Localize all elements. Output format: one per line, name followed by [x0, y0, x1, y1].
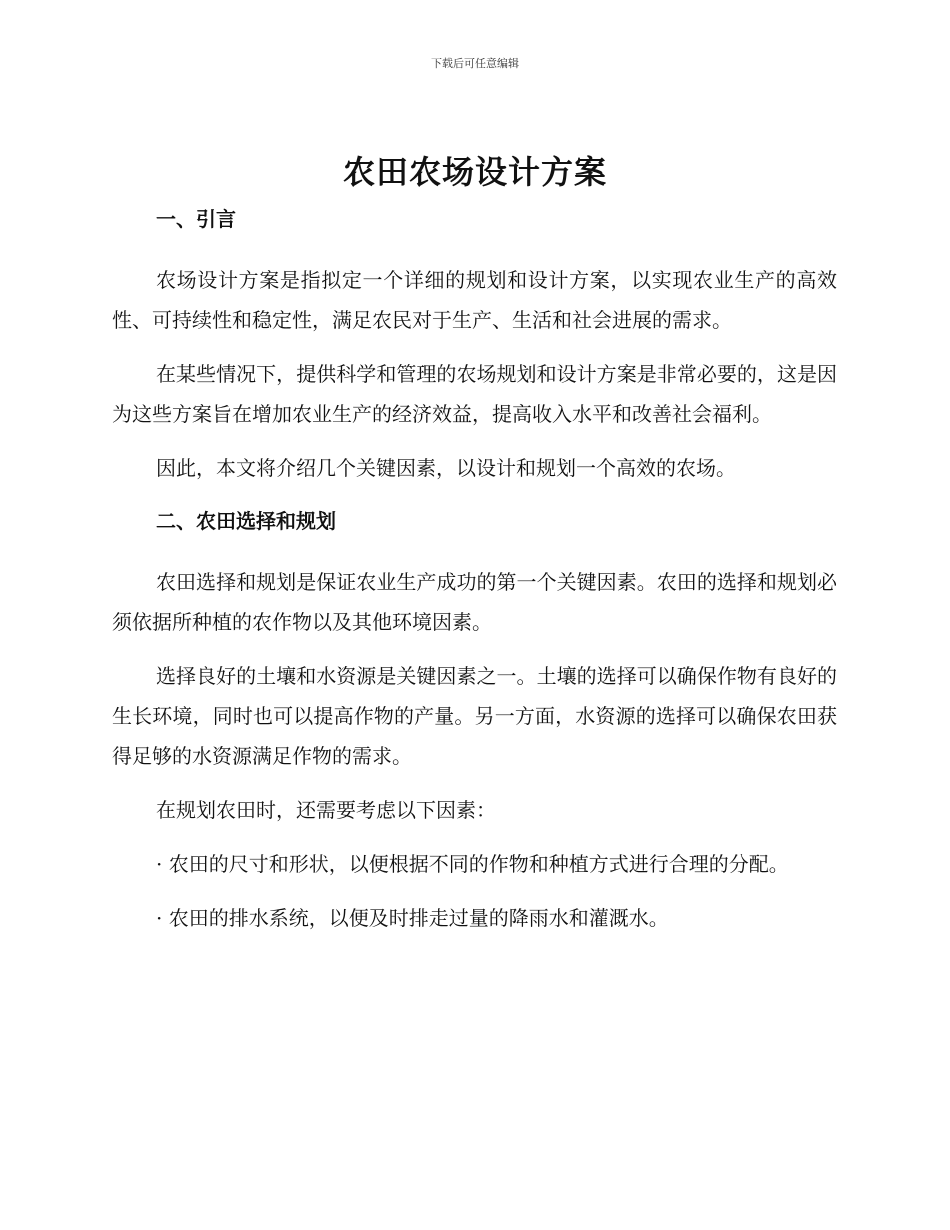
document-body — [112, 200, 837, 938]
bullet-item: · 农田的尺寸和形状，以便根据不同的作物和种植方式进行合理的分配。 — [156, 852, 789, 876]
paragraph: 在规划农田时，还需要考虑以下因素： — [156, 798, 496, 822]
paragraph: 农田选择和规划是保证农业生产成功的第一个关键因素。农田的选择和规划必须依据所种植的农作物以及其他环境因素。 — [112, 570, 837, 634]
section-heading-introduction: 一、引言 — [156, 207, 236, 231]
document-title: 农田农场设计方案 — [342, 153, 607, 191]
paragraph: 因此，本文将介绍几个关键因素，以设计和规划一个高效的农场。 — [156, 456, 736, 480]
paragraph: 选择良好的土壤和水资源是关键因素之一。土壤的选择可以确保作物有良好的生长环境，同时也可以提高作物的产量。另一方面，水资源的选择可以确保农田获得足够的水资源满足作物的需求。 — [112, 664, 837, 768]
header-note: 下载后可任意编辑 — [431, 57, 519, 70]
section-heading-farmland-planning: 二、农田选择和规划 — [156, 509, 336, 533]
paragraph: 农场设计方案是指拟定一个详细的规划和设计方案，以实现农业生产的高效性、可持续性和稳定性，满足农民对于生产、生活和社会进展的需求。 — [112, 268, 837, 332]
bullet-item: · 农田的排水系统，以便及时排走过量的降雨水和灌溉水。 — [156, 906, 669, 930]
paragraph: 在某些情况下，提供科学和管理的农场规划和设计方案是非常必要的，这是因为这些方案旨在增加农业生产的经济效益，提高收入水平和改善社会福利。 — [112, 362, 837, 426]
